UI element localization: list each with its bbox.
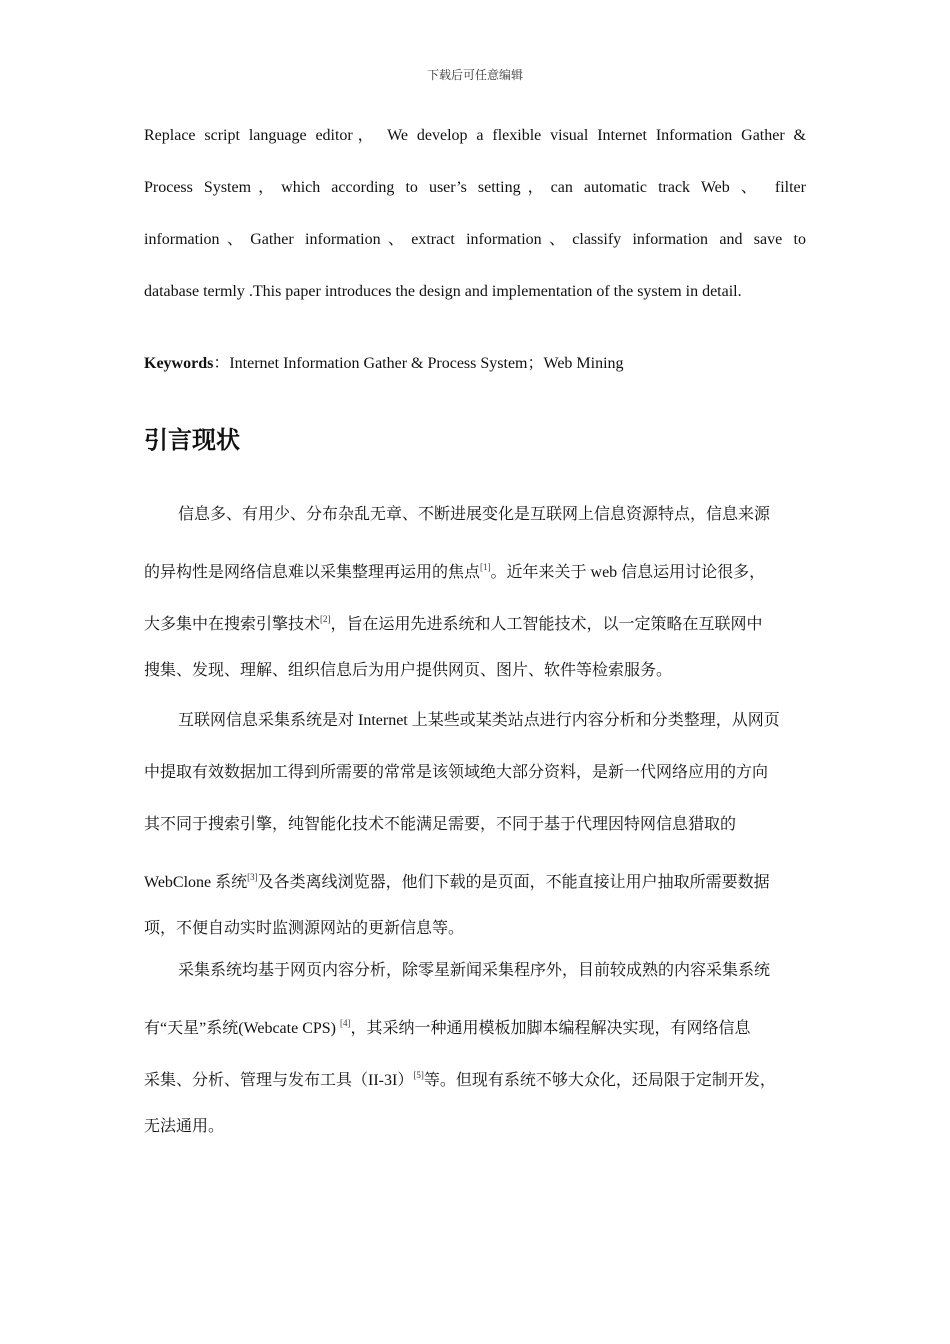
line-text: ，旨在运用先进系统和人工智能技术，以一定策略在互联网中 — [330, 616, 763, 633]
paragraph-line — [144, 1114, 806, 1166]
paragraph-line — [144, 760, 806, 812]
line-text: 采集、分析、管理与发布工具（II-3I） — [144, 1072, 414, 1089]
line-text: 中提取有效数据加工得到所需要的常常是该领域绝大部分资料，是新一代网络应用的方向 — [144, 764, 769, 781]
paragraph-line — [144, 864, 806, 916]
body-paragraph-2 — [144, 708, 806, 968]
line-text: 。近年来关于 web 信息运用讨论很多， — [490, 564, 766, 581]
line-text: 大多集中在搜索引擎技术 — [144, 616, 321, 633]
citation-ref: [1] — [480, 562, 491, 572]
body-paragraph-1 — [144, 502, 806, 710]
paragraph-line — [144, 658, 806, 710]
keywords-label: Keywords — [144, 355, 214, 372]
section-heading: 引言现状 — [144, 426, 240, 454]
keywords-text: Internet Information Gather & Process System；Web Mining — [229, 355, 624, 372]
abstract-line: information、Gather information、extract information、classify information and save to — [144, 231, 806, 248]
line-text: 其不同于搜索引擎，纯智能化技术不能满足需要，不同于基于代理因特网信息猎取的 — [144, 816, 737, 833]
line-text: ，其采纳一种通用模板加脚本编程解决实现，有网络信息 — [350, 1020, 751, 1037]
paragraph-line — [144, 502, 806, 554]
citation-ref: [3] — [247, 872, 258, 882]
line-text: 有“天星”系统(Webcate CPS) — [144, 1020, 341, 1037]
citation-ref: [4] — [340, 1018, 351, 1028]
line-text: 信息多、有用少、分布杂乱无章、不断进展变化是互联网上信息资源特点，信息来源 — [178, 506, 771, 523]
line-text: 等。但现有系统不够大众化，还局限于定制开发， — [423, 1072, 776, 1089]
line-text: 无法通用。 — [144, 1118, 225, 1135]
abstract-line: database termly .This paper introduces the design and implementation of the system in detail. — [144, 283, 742, 300]
abstract-paragraph — [144, 110, 806, 318]
abstract-line: Process System，which according to user’s setting，can automatic track Web 、 filter — [144, 179, 806, 196]
body-paragraph-3 — [144, 958, 806, 1166]
keywords-line — [144, 350, 624, 373]
line-text: WebClone 系统 — [144, 874, 248, 891]
line-text: 采集系统均基于网页内容分析，除零星新闻采集程序外，目前较成熟的内容采集系统 — [178, 962, 771, 979]
paragraph-line — [144, 1010, 806, 1062]
citation-ref: [2] — [320, 614, 331, 624]
page-header: 下载后可任意编辑 — [426, 68, 523, 82]
paragraph-line — [144, 1062, 806, 1114]
line-text: 的异构性是网络信息难以采集整理再运用的焦点 — [144, 564, 481, 581]
paragraph-line — [144, 958, 806, 1010]
citation-ref: [5] — [413, 1070, 424, 1080]
paragraph-line — [144, 812, 806, 864]
paragraph-line — [144, 606, 806, 658]
line-text: 互联网信息采集系统是对 Internet 上某些或某类站点进行内容分析和分类整理，从网页 — [178, 712, 780, 729]
paragraph-line — [144, 708, 806, 760]
paragraph-line — [144, 554, 806, 606]
line-text: 搜集、发现、理解、组织信息后为用户提供网页、图片、软件等检索服务。 — [144, 662, 673, 679]
keywords-separator: ： — [213, 355, 230, 372]
line-text: 及各类离线浏览器，他们下载的是页面，不能直接让用户抽取所需要数据 — [257, 874, 770, 891]
line-text: 项，不便自动实时监测源网站的更新信息等。 — [144, 920, 465, 937]
abstract-line: Replace script language editor， We develop a flexible visual Internet Information Gather & — [144, 127, 806, 144]
